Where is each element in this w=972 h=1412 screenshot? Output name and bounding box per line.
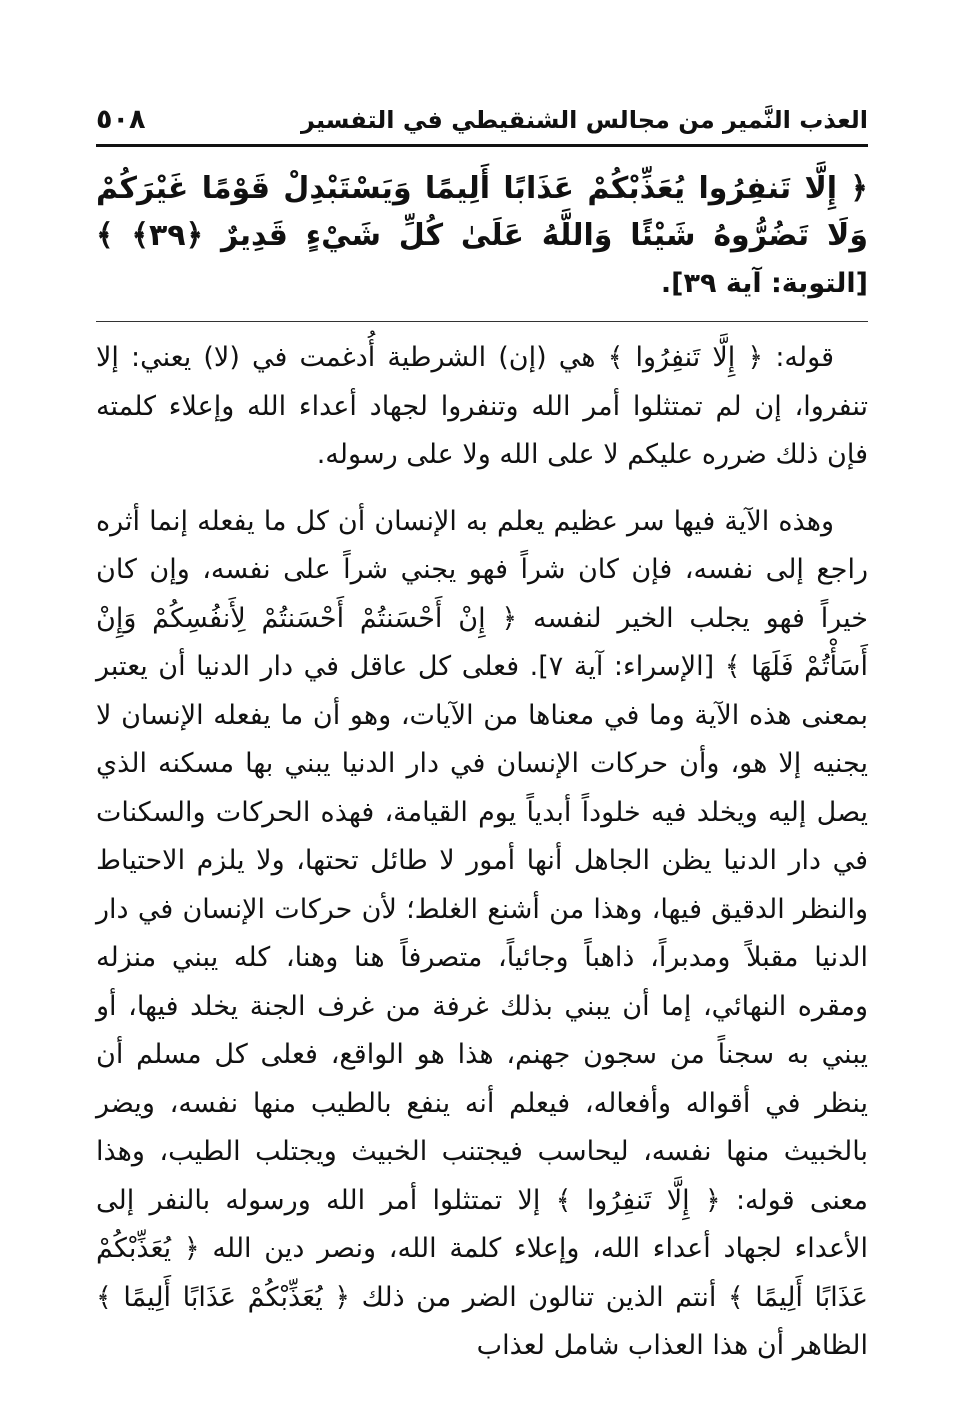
paragraph-commentary-1: قوله: ﴿ إِلَّا تَنفِرُوا ﴾ هي (إن) الشرطية أُدغمت في (لا) يعني: إلا تنفروا، إن لم تمتثلوا أمر الله وتنفروا لجهاد أعداء الله وإعلاء كلمته فإن ذلك ضرره عليكم لا على الله ولا على رسوله. (96, 342, 868, 470)
quran-verse-text: ﴿ إِلَّا تَنفِرُوا يُعَذِّبْكُمْ عَذَابًا أَلِيمًا وَيَسْتَبْدِلْ قَوْمًا غَيْرَكُمْ وَلَا تَضُرُّوهُ شَيْئًا وَاللَّهُ عَلَىٰ كُلِّ شَيْءٍ قَدِيرٌ ﴿٣٩﴾ ﴾ (96, 171, 868, 253)
running-header (96, 100, 868, 147)
book-page (96, 100, 868, 1361)
verse-reference: [التوبة: آية ٣٩]. (660, 268, 868, 299)
quran-verse-block (96, 165, 868, 322)
page-number: ٥٠٨ (96, 104, 146, 135)
paragraph-commentary-2: وهذه الآية فيها سر عظيم يعلم به الإنسان أن كل ما يفعله إنما أثره راجع إلى نفسه، فإن كان شراً فهو يجني شراً على نفسه، وإن كان خيراً فهو يجلب الخير لنفسه ﴿ إِنْ أَحْسَنتُمْ أَحْسَنتُمْ لِأَنفُسِكُمْ وَإِنْ أَسَأْتُمْ فَلَهَا ﴾ [الإسراء: آية ٧]. فعلى كل عاقل في دار الدنيا أن يعتبر بمعنى هذه الآية وما في معناها من الآيات، وهو أن ما يفعله الإنسان لا يجنيه إلا هو، وأن حركات الإنسان في دار الدنيا يبني بها مسكنه الذي يصل إليه ويخلد فيه خلوداً أبدياً يوم القيامة، فهذه الحركات والسكنات في دار الدنيا يظن الجاهل أنها أمور لا طائل تحتها، ولا يلزم الاحتياط والنظر الدقيق فيها، وهذا من أشنع الغلط؛ لأن حركات الإنسان في دار الدنيا مقبلاً ومدبراً، ذاهباً وجائياً، متصرفاً هنا وهنا، كله يبني منزله ومقره النهائي، إما أن يبني بذلك غرفة من غرف الجنة يخلد فيها، أو يبني به سجناً من سجون جهنم، هذا هو الواقع، فعلى كل مسلم أن ينظر في أقواله وأفعاله، فيعلم أنه ينفع بالطيب منها نفسه، ويضر بالخبيث منها نفسه، ليحاسب فيجتنب الخبيث ويجتلب الطيب، وهذا معنى قوله: ﴿ إِلَّا تَنفِرُوا ﴾ إلا تمتثلوا أمر الله ورسوله بالنفر إلى الأعداء لجهاد أعداء الله، وإعلاء كلمة الله، ونصر دين الله ﴿ يُعَذِّبْكُمْ عَذَابًا أَلِيمًا ﴾ أنتم الذين تنالون الضر من ذلك ﴿ يُعَذِّبْكُمْ عَذَابًا أَلِيمًا ﴾ الظاهر أن هذا العذاب شامل لعذاب (96, 505, 868, 1361)
book-title: العذب النَّمير من مجالس الشنقيطي في التفسير (301, 106, 868, 134)
